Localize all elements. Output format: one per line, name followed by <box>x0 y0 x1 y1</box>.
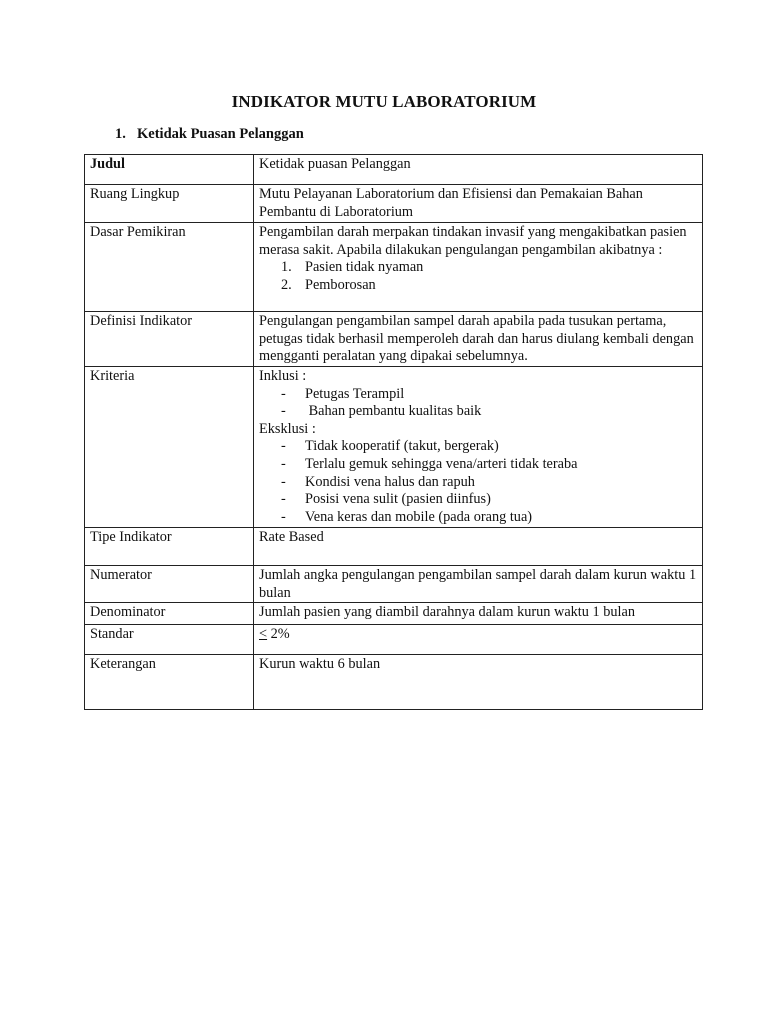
row-label-ruang-lingkup: Ruang Lingkup <box>85 185 254 223</box>
dasar-pemikiran-intro: Pengambilan darah merpakan tindakan invasif yang mengakibatkan pasien merasa sakit. Apabila dilakukan pengulangan pengambilan akibatnya : <box>259 224 687 258</box>
row-value-definisi-indikator: Pengulangan pengambilan sampel darah apabila pada tusukan pertama, petugas tidak berhasil memperoleh darah dan harus diulang kembali dengan mengganti peralatan yang dipakai sebelumnya. <box>254 312 703 367</box>
eksklusi-heading: Eksklusi : <box>259 420 316 437</box>
table-row-keterangan <box>85 655 703 710</box>
list-marker: - <box>281 438 286 455</box>
list-text: Tidak kooperatif (takut, bergerak) <box>305 438 499 455</box>
table-row-numerator <box>85 566 703 603</box>
list-text: Vena keras dan mobile (pada orang tua) <box>305 508 533 525</box>
list-item <box>259 386 697 404</box>
row-label-judul: Judul <box>85 155 254 185</box>
list-marker: - <box>281 385 286 402</box>
section-title: Ketidak Puasan Pelanggan <box>137 126 304 142</box>
table-row-denominator <box>85 603 703 625</box>
less-equal-symbol: < <box>259 626 268 643</box>
row-label-keterangan: Keterangan <box>85 655 254 710</box>
list-text: Posisi vena sulit (pasien diinfus) <box>305 491 491 508</box>
list-text: Bahan pembantu kualitas baik <box>305 403 482 420</box>
table-row-definisi-indikator <box>85 312 703 367</box>
table-row-tipe-indikator <box>85 528 703 566</box>
list-marker: 2. <box>281 276 292 293</box>
inklusi-heading: Inklusi : <box>259 368 307 384</box>
list-item <box>259 456 697 474</box>
row-value-judul: Ketidak puasan Pelanggan <box>254 155 703 185</box>
row-label-numerator: Numerator <box>85 566 254 603</box>
row-value-tipe-indikator: Rate Based <box>254 528 703 566</box>
list-text: Pasien tidak nyaman <box>305 259 424 276</box>
row-value-dasar-pemikiran <box>254 223 703 312</box>
row-label-standar: Standar <box>85 625 254 655</box>
table-row-dasar-pemikiran <box>85 223 703 312</box>
list-marker: 1. <box>281 259 292 276</box>
list-item <box>259 509 697 527</box>
list-item <box>259 438 697 456</box>
row-value-numerator: Jumlah angka pengulangan pengambilan sampel darah dalam kurun waktu 1 bulan <box>254 566 703 603</box>
list-marker: - <box>281 491 286 508</box>
section-heading <box>115 126 304 143</box>
list-marker: - <box>281 403 286 420</box>
table-row-kriteria <box>85 367 703 528</box>
list-item <box>259 277 697 295</box>
row-label-definisi-indikator: Definisi Indikator <box>85 312 254 367</box>
row-value-ruang-lingkup: Mutu Pelayanan Laboratorium dan Efisiensi dan Pemakaian Bahan Pembantu di Laboratorium <box>254 185 703 223</box>
row-value-standar <box>254 625 703 655</box>
list-item <box>259 259 697 277</box>
row-label-dasar-pemikiran: Dasar Pemikiran <box>85 223 254 312</box>
row-label-tipe-indikator: Tipe Indikator <box>85 528 254 566</box>
row-value-keterangan: Kurun waktu 6 bulan <box>254 655 703 710</box>
list-marker: - <box>281 508 286 525</box>
table-row-judul <box>85 155 703 185</box>
list-item <box>259 403 697 421</box>
row-value-denominator: Jumlah pasien yang diambil darahnya dalam kurun waktu 1 bulan <box>254 603 703 625</box>
list-text: Kondisi vena halus dan rapuh <box>305 473 475 490</box>
list-marker: - <box>281 473 286 490</box>
list-marker: - <box>281 455 286 472</box>
list-item <box>259 474 697 492</box>
list-text: Pemborosan <box>305 276 376 293</box>
row-value-kriteria <box>254 367 703 528</box>
table-row-standar <box>85 625 703 655</box>
document-title: INDIKATOR MUTU LABORATORIUM <box>231 92 537 111</box>
row-label-kriteria: Kriteria <box>85 367 254 528</box>
standar-value: 2% <box>267 626 290 643</box>
indicator-table <box>84 154 703 710</box>
section-number: 1. <box>115 126 126 142</box>
list-item <box>259 491 697 509</box>
list-text: Petugas Terampil <box>305 385 405 402</box>
table-row-ruang-lingkup <box>85 185 703 223</box>
row-label-denominator: Denominator <box>85 603 254 625</box>
list-text: Terlalu gemuk sehingga vena/arteri tidak teraba <box>305 455 578 472</box>
